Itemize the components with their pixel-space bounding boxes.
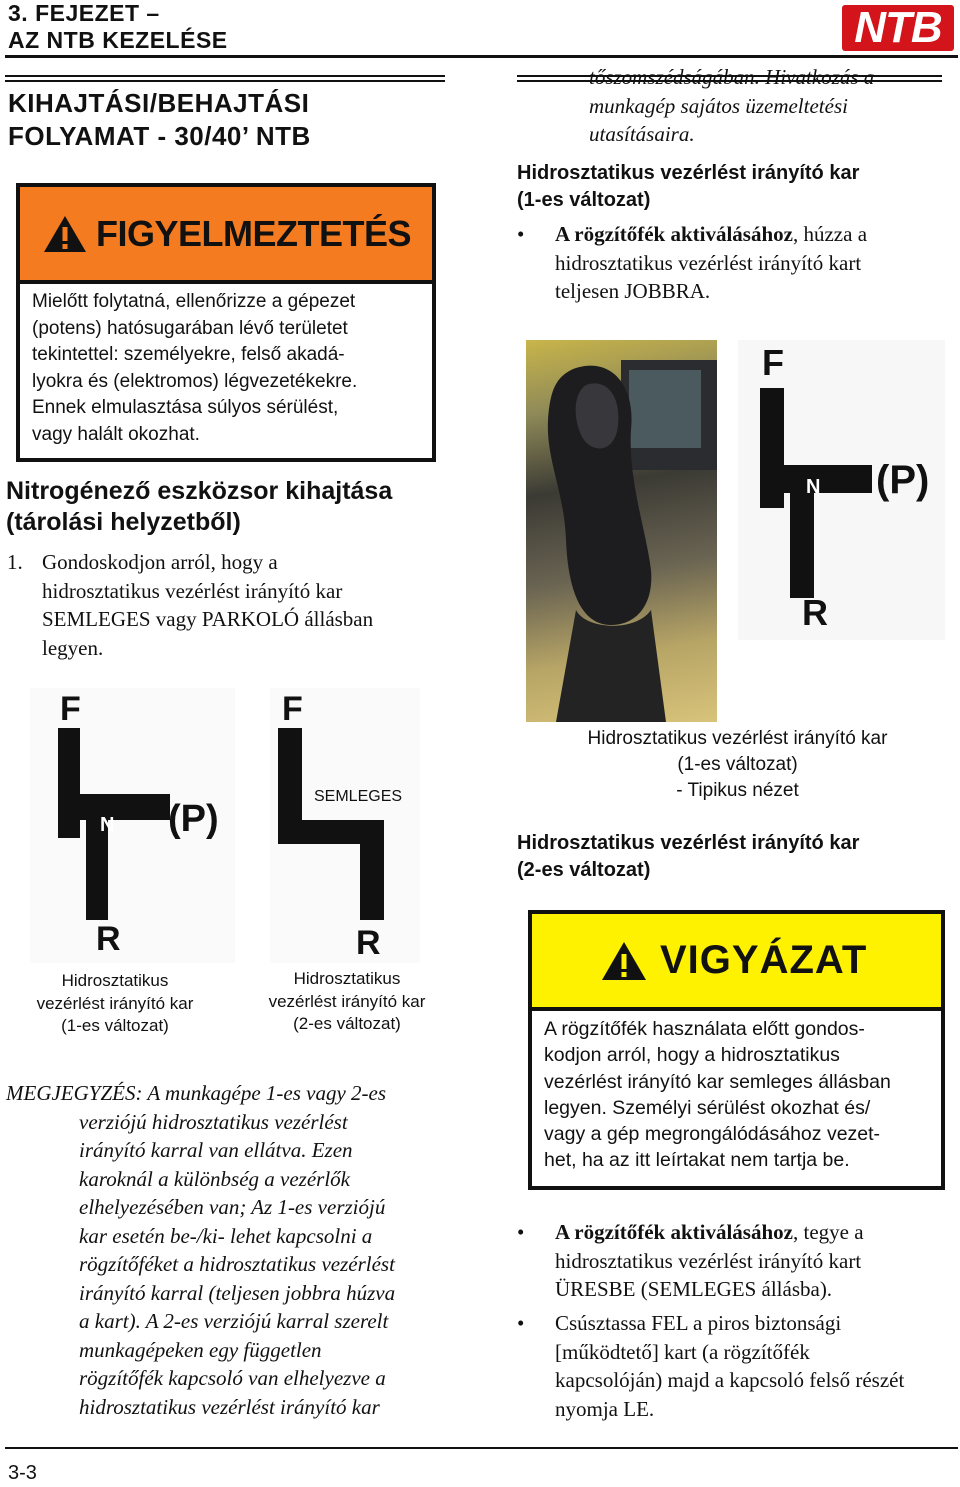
gear-r-label: R [356, 924, 381, 962]
note-continuation [589, 63, 949, 149]
step-line: SEMLEGES vagy PARKOLÓ állásban [42, 607, 374, 631]
caution-text [544, 1016, 931, 1174]
caution-header [532, 914, 941, 1011]
chapter-line-2: AZ NTB KEZELÉSE [8, 27, 228, 53]
gear-r-label: R [802, 592, 828, 633]
control-lever-graphic [526, 340, 717, 722]
bullet-line: kapcsolóján) majd a kapcsoló felső részét [555, 1368, 905, 1392]
footer-rule [5, 1447, 958, 1449]
warning-triangle-icon [42, 214, 88, 254]
warning-header [20, 187, 432, 284]
bullet-line: hidrosztatikus vezérlést irányító kart [555, 1248, 862, 1273]
step-number: 1. [7, 550, 23, 574]
diagram-v2-caption [242, 968, 452, 1036]
warning-box [16, 183, 436, 462]
bullet-line: hidrosztatikus vezérlést irányító kart [555, 250, 862, 275]
gear-n-label: N [806, 476, 821, 498]
chapter-line-1: 3. FEJEZET – [8, 0, 160, 26]
caption-line: Hidrosztatikus [61, 971, 169, 990]
warning-triangle-icon [600, 940, 648, 982]
warning-line: tekintettel: személyekre, felső akadá- [32, 344, 345, 365]
caution-line: kodjon arról, hogy a hidrosztatikus [544, 1044, 840, 1067]
caution-line: legyen. Személyi sérülést okozhat és/ [544, 1096, 871, 1119]
bullet-line: Csúsztassa FEL a piros biztonsági [555, 1311, 842, 1335]
subsection-heading [6, 476, 392, 538]
bullet-engage-brake [517, 1218, 957, 1308]
neutral-label: SEMLEGES [314, 788, 403, 805]
section-title-line-2: FOLYAMAT - 30/40’ NTB [8, 121, 311, 151]
note-line: verziójú hidrosztatikus vezérlést [79, 1109, 348, 1134]
parking-p-label: (P) [876, 458, 930, 502]
note-line: rögzítőféket a hidrosztatikus vezérlést [79, 1252, 395, 1276]
bullet-line: ÜRESBE (SEMLEGES állásba). [555, 1277, 833, 1301]
ntb-logo [842, 5, 954, 51]
note-line: munkagép sajátos üzemeltetési [589, 93, 848, 118]
lever-v2-heading [517, 830, 859, 884]
logo-text: NTB [854, 3, 942, 52]
chapter-title [8, 0, 228, 54]
caption-line: Hidrosztatikus [293, 969, 401, 988]
caution-line: A rögzítőfék használata előtt gondos- [544, 1018, 865, 1040]
bullet-line: nyomja LE. [555, 1396, 655, 1421]
note-block [6, 1079, 446, 1421]
caption-line: Hidrosztatikus vezérlést irányító kar [587, 728, 888, 749]
caution-line: vagy a gép megrongálódásához vezet- [544, 1123, 881, 1146]
subsection-line-2: (tárolási helyzetből) [6, 508, 241, 536]
heading-line: Hidrosztatikus vezérlést irányító kar [517, 162, 860, 184]
bullet-bold: A rögzítőfék aktiválásához [555, 1220, 793, 1244]
bullet-line: [működtető] kart (a rögzítőfék [555, 1339, 810, 1364]
note-line: utasításaira. [589, 122, 695, 146]
step-line: Gondoskodjon arról, hogy a [42, 550, 278, 574]
caption-line: (1-es változat) [677, 754, 798, 775]
heading-line: (1-es változat) [517, 189, 651, 211]
shift-pattern-diagram-v2 [270, 688, 420, 963]
warning-line: Mielőtt folytatná, ellenőrizze a gépezet [32, 291, 356, 312]
warning-line: lyokra és (elektromos) légvezetékekre. [32, 370, 358, 392]
bullet-icon: • [517, 1220, 525, 1244]
bullet-icon: • [517, 1311, 525, 1335]
note-line: a kart). A 2-es verziójú karral szerelt [79, 1309, 389, 1333]
warning-line: Ennek elmulasztása súlyos sérülést, [32, 397, 339, 418]
note-line: karoknál a különbség a vezérlők [79, 1166, 350, 1191]
diagram-v1-caption [10, 970, 220, 1038]
photo-caption [530, 726, 945, 804]
warning-line: (potens) hatósugarában lévő területet [32, 317, 348, 339]
warning-heading: FIGYELMEZTETÉS [96, 212, 412, 254]
section-double-rule [5, 75, 445, 82]
page-number: 3-3 [8, 1462, 37, 1484]
bullet-text: , húzza a [792, 222, 868, 246]
gear-r-label: R [96, 920, 121, 958]
shift-pattern-v2-graphic [270, 688, 420, 963]
caution-line: het, ha az itt leírtakat nem tartja be. [544, 1149, 850, 1172]
bullet-bold: A rögzítőfék aktiválásához [555, 222, 793, 246]
heading-line: Hidrosztatikus vezérlést irányító kar [517, 832, 860, 854]
note-line: kar esetén be-/ki- lehet kapcsolni a [79, 1223, 373, 1248]
parking-p-label: (P) [168, 798, 219, 840]
note-line: tőszomszédságában. Hivatkozás a [589, 65, 875, 89]
step-line: legyen. [42, 635, 104, 660]
gear-f-label: F [762, 342, 784, 383]
bullet-safety-lever [517, 1309, 957, 1427]
caption-line: (2-es változat) [293, 1014, 401, 1033]
shift-pattern-diagram-right [738, 340, 945, 640]
warning-line: vagy halált okozhat. [32, 423, 200, 445]
note-line: MEGJEGYZÉS: A munkagépe 1-es vagy 2-es [6, 1081, 387, 1105]
caption-line: vezérlést irányító kar [268, 991, 426, 1011]
header-rule [5, 55, 958, 58]
note-line: irányító karral (teljesen jobbra húzva [79, 1280, 396, 1305]
note-line: elhelyezésében van; Az 1-es verziójú [79, 1195, 386, 1219]
caution-heading: VIGYÁZAT [660, 938, 868, 982]
section-title-line-1: KIHAJTÁSI/BEHAJTÁSI [8, 88, 310, 118]
note-line: irányító karral van ellátva. Ezen [79, 1138, 353, 1162]
note-line: rögzítőfék kapcsoló van elhelyezve a [79, 1366, 386, 1390]
heading-line: (2-es változat) [517, 859, 651, 881]
note-line: munkagépeken egy független [79, 1337, 322, 1362]
bullet-icon: • [517, 222, 525, 246]
bullet-text: , tegye a [792, 1220, 864, 1244]
gear-n-label: N [100, 814, 115, 836]
caption-line: vezérlést irányító kar [36, 993, 194, 1013]
caption-line: (1-es változat) [61, 1016, 169, 1035]
caution-box [528, 910, 945, 1190]
step-1-text [42, 548, 442, 662]
warning-text [32, 289, 422, 448]
shift-pattern-diagram-v1 [30, 688, 235, 963]
subsection-line-1: Nitrogénező eszközsor kihajtása [6, 477, 393, 505]
note-line: hidrosztatikus vezérlést irányító kar [79, 1394, 380, 1419]
section-title [8, 87, 311, 153]
bullet-line: teljesen JOBBRA. [555, 279, 711, 303]
gear-f-label: F [60, 690, 81, 728]
caution-line: vezérlést irányító kar semleges állásban [544, 1070, 891, 1093]
lever-v1-heading [517, 160, 859, 214]
caption-line: - Tipikus nézet [676, 780, 799, 801]
control-lever-photo [526, 340, 717, 722]
step-line: hidrosztatikus vezérlést irányító kar [42, 578, 343, 603]
gear-f-label: F [282, 690, 303, 728]
bullet-lever-v1 [517, 220, 957, 310]
